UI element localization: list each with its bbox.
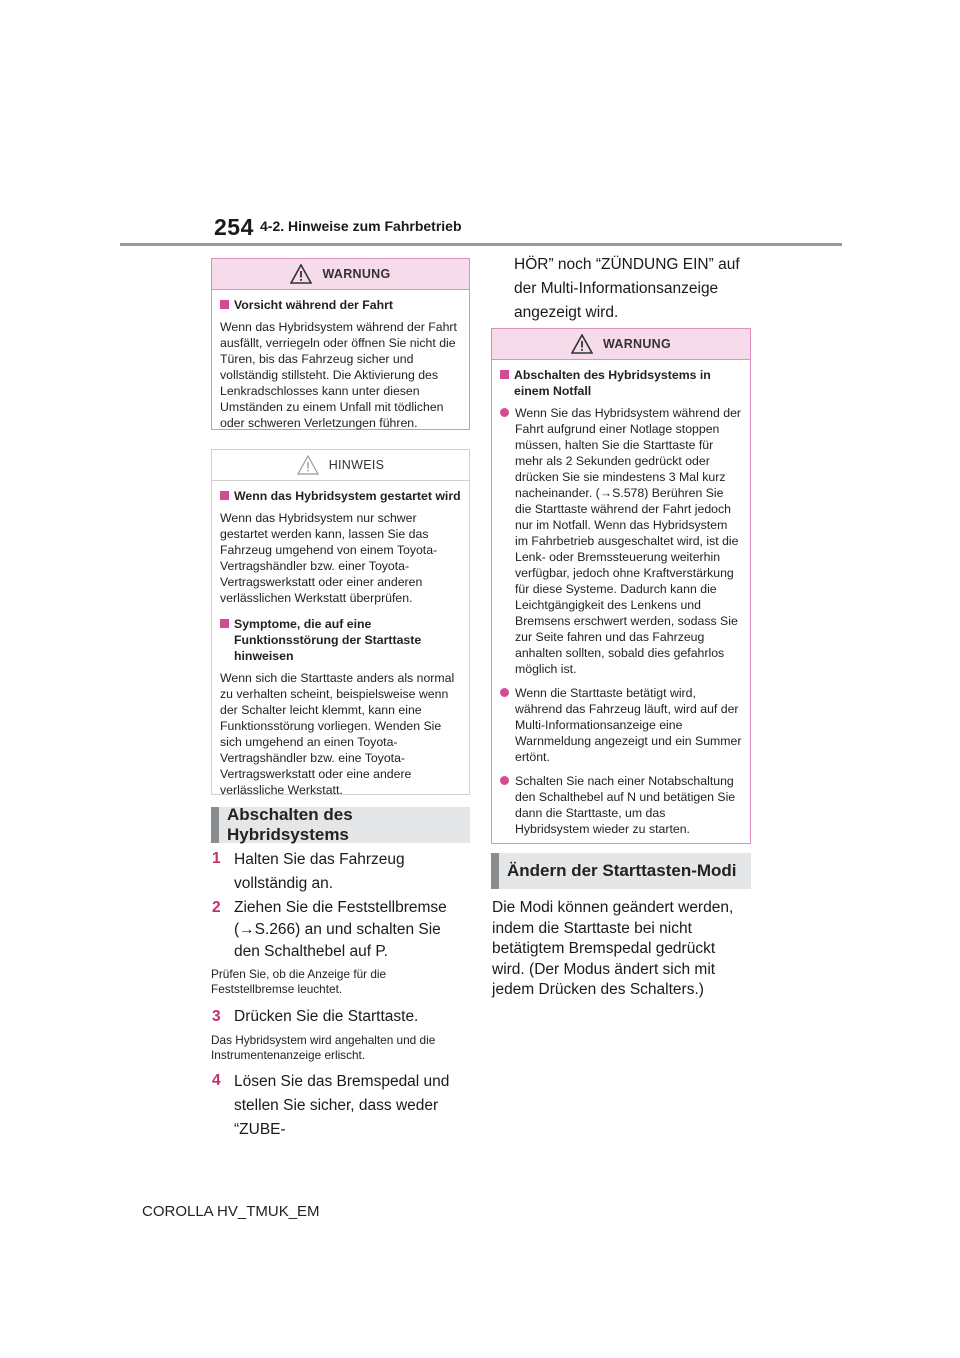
round-bullet-icon — [500, 408, 509, 417]
warning-box-emergency — [491, 328, 751, 844]
warning-text: Wenn das Hybridsystem während der Fahrt ausfällt, verriegeln oder öffnen Sie nicht die Türen, bis das Fahrzeug sicher und vollständig stillsteht. Die Aktivierung des Lenkradschlosses kann unter diesen Umständen zu einem Unfall mit tödlichen oder schweren Verletzungen führen. — [220, 320, 457, 430]
warning-box-header — [492, 329, 750, 360]
square-bullet-icon — [220, 300, 229, 309]
notice-subheading-symptoms: Symptome, die auf eine Funktionsstörung der Starttaste hinweisen — [220, 616, 461, 664]
round-bullet-icon — [500, 688, 509, 697]
warning-label: WARNUNG — [322, 267, 391, 281]
warning-triangle-icon — [571, 334, 593, 354]
modes-paragraph: Die Modi können geändert werden, indem die Starttaste bei nicht betätigtem Bremspedal gedrückt wird. (Der Modus ändert sich mit jedem Drücken des Schalters.) — [492, 899, 734, 998]
notice-label: HINWEIS — [328, 458, 385, 472]
square-bullet-icon — [220, 491, 229, 500]
section-title-modes: Ändern der Starttasten-Modi — [491, 853, 751, 889]
notice-text-start: Wenn das Hybridsystem nur schwer gestartet werden kann, lassen Sie das Fahrzeug umgehend von einem Toyota-Vertragshändler bzw. einer Toyota-Vertragswerkstatt oder einer anderen verlässlichen Werkstatt überprüfen. — [220, 511, 438, 605]
step-3: 3 Drücken Sie die Starttaste. — [212, 1008, 419, 1025]
header-divider — [120, 243, 842, 246]
step-1: 1 Halten Sie das Fahrzeug vollständig an. — [212, 850, 405, 892]
step-2-note: Prüfen Sie, ob die Anzeige für die Feststellbremse leuchtet. — [211, 967, 387, 996]
warning-subheading: Vorsicht während der Fahrt — [220, 297, 461, 313]
square-bullet-icon — [220, 619, 229, 628]
section-title-shutdown: Abschalten des Hybridsystems — [211, 807, 470, 843]
round-bullet-icon — [500, 776, 509, 785]
warning-bullet: Wenn Sie das Hybridsystem während der Fahrt aufgrund einer Notlage stoppen müssen, halten Sie die Starttaste für mehr als 2 Sekunden gedrückt oder drücken Sie sie mindestens 3 Mal kurz nacheinander. (→S.578) Berühren Sie die Starttaste während der Fahrt jedoch nur im Notfall. Wenn das Hybridsystem im Fahrbetrieb ausgeschaltet wird, ist die Lenk- oder Bremssteuerung weiterhin verfügbar, jedoch ohne Kraftverstärkung für diese Systeme. Dadurch kann die Leichtgängigkeit des Lenkens und Bremsens erschwert werden, sodass Sie zur Seite fahren und das Fahrzeug anhalten sollten, sobald dies gefahrlos möglich ist. — [500, 405, 742, 677]
notice-text-symptoms: Wenn sich die Starttaste anders als normal zu verhalten scheint, beispielsweise wenn der Schalter leicht klemmt, kann eine Funktionsstörung vorliegen. Wenden Sie sich umgehend an einen Toyota-Vertragshändler bzw. eine Toyota-Vertragswerkstatt oder eine andere verlässliche Werkstatt. — [220, 671, 455, 797]
section-header: 4-2. Hinweise zum Fahrbetrieb — [260, 218, 462, 234]
step-3-note: Das Hybridsystem wird angehalten und die Instrumentenanzeige erlischt. — [211, 1033, 436, 1062]
model-code: COROLLA HV_TMUK_EM — [142, 1203, 320, 1220]
warning-label: WARNUNG — [602, 337, 672, 351]
notice-triangle-icon — [297, 455, 319, 475]
warning-box-driving — [211, 258, 470, 430]
square-bullet-icon — [500, 370, 509, 379]
notice-subheading-start: Wenn das Hybridsystem gestartet wird — [220, 488, 461, 504]
warning-bullet: Schalten Sie nach einer Notabschaltung den Schalthebel auf N und betätigen Sie dann die Starttaste, um das Hybridsystem wieder zu starten. — [500, 773, 742, 837]
page-number: 254 — [214, 214, 254, 240]
warning-box-header — [212, 259, 469, 290]
step-4: 4 Lösen Sie das Bremspedal und stellen Sie sicher, dass weder “ZUBE- — [212, 1072, 450, 1138]
warning-subheading: Abschalten des Hybridsystems in einem Notfall — [500, 367, 742, 399]
warning-triangle-icon — [290, 264, 312, 284]
notice-box — [211, 449, 470, 795]
warning-bullet: Wenn die Starttaste betätigt wird, während das Fahrzeug läuft, wird auf der Multi-Informationsanzeige eine Warnmeldung angezeigt und ein Summer ertönt. — [500, 685, 742, 765]
notice-box-header — [212, 450, 469, 481]
step-2: 2 Ziehen Sie die Feststellbremse (→S.266) an und schalten Sie den Schalthebel auf P. — [212, 899, 447, 960]
step-4-continuation: HÖR” noch “ZÜNDUNG EIN” auf der Multi-Informationsanzeige angezeigt wird. — [514, 256, 740, 321]
